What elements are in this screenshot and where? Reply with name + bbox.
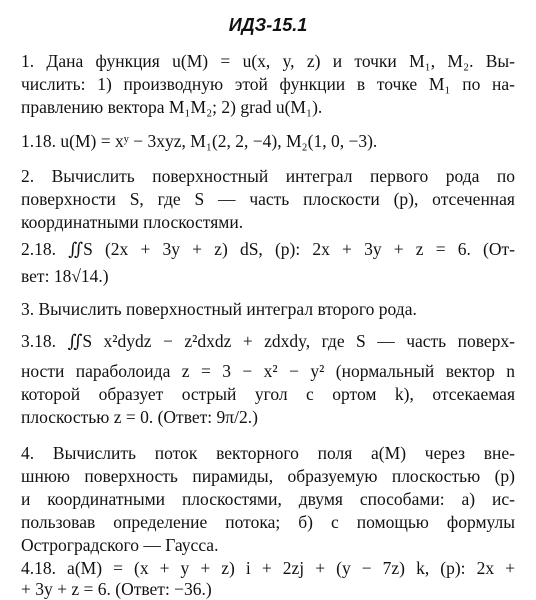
problem-4-line-3: и координатными плоскостями, двумя способами: а) ис-: [21, 489, 515, 509]
problem-1-line-2: числить: 1) производную этой функции в точке M₁ по на-: [21, 74, 515, 94]
page-title: ИДЗ-15.1: [228, 15, 308, 35]
problem-2-line-1: 2. Вычислить поверхностный интеграл первого рода по: [21, 166, 515, 186]
variant-4-18-line-1: 4.18. a(M) = (x + y + z) i + 2zj + (y − 7z) k, (p): 2x +: [21, 558, 515, 578]
variant-2-18: 2.18. ∬S (2x + 3y + z) dS, (p): 2x + 3y + z = 6. (От-: [21, 239, 515, 259]
problem-4-line-4: пользовав определение потока; б) с помощью формулы: [21, 512, 515, 532]
problem-1-line-3: правлению вектора M₁M₂; 2) grad u(M₁).: [21, 97, 323, 117]
problem-4-line-2: шнюю поверхность пирамиды, образуемую плоскостью (p): [21, 466, 515, 486]
problem-4-line-1: 4. Вычислить поток векторного поля a(M) через вне-: [21, 443, 515, 463]
variant-3-18-line-4: плоскостью z = 0. (Ответ: 9π/2.): [21, 407, 258, 427]
variant-3-18-line-3: которой образует острый угол с ортом k), отсекаемая: [21, 384, 515, 404]
variant-1-18: 1.18. u(M) = xʸ − 3xyz, M₁(2, 2, −4), M₂(1, 0, −3).: [21, 131, 378, 151]
variant-4-18-line-2: + 3y + z = 6. (Ответ: −36.): [21, 579, 212, 599]
variant-2-18-answer: вет: 18√14.): [21, 266, 109, 286]
problem-2-line-2: поверхности S, где S — часть плоскости (p), отсеченная: [21, 189, 515, 209]
variant-3-18-line-1: 3.18. ∬S x²dydz − z²dxdz + zdxdy, где S — часть поверх-: [21, 331, 515, 351]
problem-2-line-3: координатными плоскостями.: [21, 212, 244, 232]
problem-1-line-1: 1. Дана функция u(M) = u(x, y, z) и точки M₁, M₂. Вы-: [21, 51, 515, 71]
problem-3-line-1: 3. Вычислить поверхностный интеграл второго рода.: [21, 299, 417, 319]
variant-3-18-line-2: ности параболоида z = 3 − x² − y² (нормальный вектор n: [21, 361, 515, 381]
problem-4-line-5: Остроградского — Гаусса.: [21, 535, 219, 555]
